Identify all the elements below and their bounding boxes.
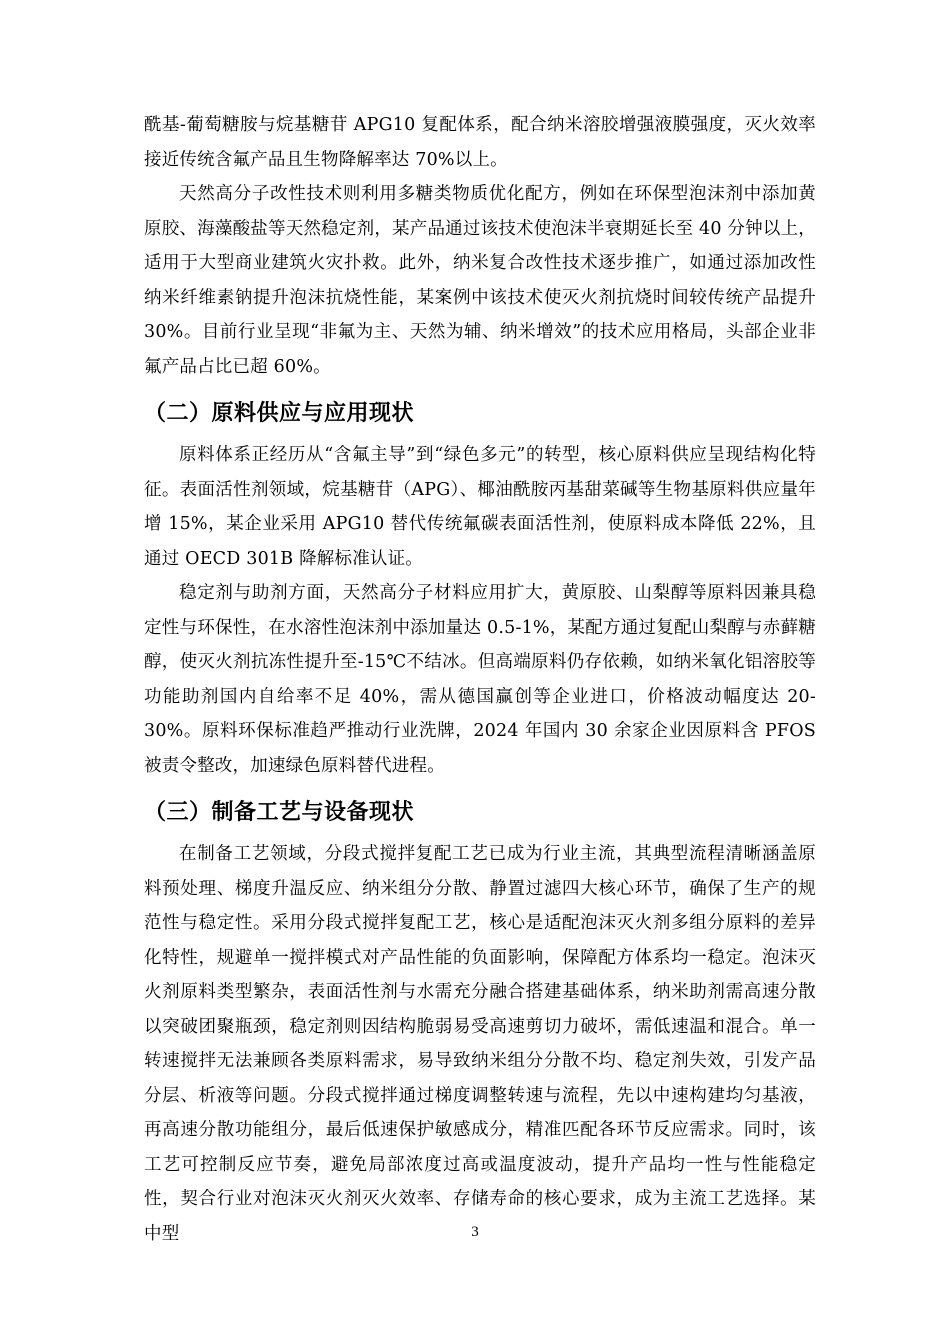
paragraph-raw-materials: 原料体系正经历从“含氟主导”到“绿色多元”的转型，核心原料供应呈现结构化特征。表面活性剂领域，烷基糖苷（APG）、椰油酰胺丙基甜菜碱等生物基原料供应量年增 15%，某企业采用 APG10 替代传统氟碳表面活性剂，使原料成本降低 22%，且通过 OECD 301B 降解标准认证。 xyxy=(144,445,816,569)
page-content xyxy=(144,108,816,1251)
paragraph-natural-polymer: 天然高分子改性技术则利用多糖类物质优化配方，例如在环保型泡沫剂中添加黄原胶、海藻酸盐等天然稳定剂，某产品通过该技术使泡沫半衰期延长至 40 分钟以上，适用于大型商业建筑火灾扑救。此外，纳米复合改性技术逐步推广，如通过添加改性纳米纤维素钠提升泡沫抗烧性能，某案例中该技术使灭火剂抗烧时间较传统产品提升 30%。目前行业呈现“非氟为主、天然为辅、纳米增效”的技术应用格局，头部企业非氟产品占比已超 60%。 xyxy=(144,184,817,377)
page-number: 3 xyxy=(471,1224,479,1240)
paragraph-stabilizers: 稳定剂与助剂方面，天然高分子材料应用扩大，黄原胶、山梨醇等原料因兼具稳定性与环保性，在水溶性泡沫剂中添加量达 0.5-1%，某配方通过复配山梨醇与赤藓糖醇，使灭火剂抗冻性提升至-15℃不结冰。但高端原料仍存依赖，如纳米氧化铝溶胶等功能助剂国内自给率不足 40%，需从德国赢创等企业进口，价格波动幅度达 20-30%。原料环保标准趋严推动行业洗牌，2024 年国内 30 余家企业因原料含 PFOS 被责令整改，加速绿色原料替代进程。 xyxy=(144,583,816,776)
section-heading-process: （三）制备工艺与设备现状 xyxy=(144,800,415,825)
paragraph-process: 在制备工艺领域，分段式搅拌复配工艺已成为行业主流，其典型流程清晰涵盖原料预处理、梯度升温反应、纳米组分分散、静置过滤四大核心环节，确保了生产的规范性与稳定性。采用分段式搅拌复配工艺，核心是适配泡沫灭火剂多组分原料的差异化特性，规避单一搅拌模式对产品性能的负面影响，保障配方体系均一稳定。泡沫灭火剂原料类型繁杂，表面活性剂与水需充分融合搭建基础体系，纳米助剂需高速分散以突破团聚瓶颈，稳定剂则因结构脆弱易受高速剪切力破坏，需低速温和混合。单一转速搅拌无法兼顾各类原料需求，易导致纳米组分分散不均、稳定剂失效，引发产品分层、析液等问题。分段式搅拌通过梯度调整转速与流程，先以中速构建均匀基液，再高速分散功能组分，最后低速保护敏感成分，精准匹配各环节反应需求。同时，该工艺可控制反应节奏，避免局部浓度过高或温度波动，提升产品均一性与性能稳定性，契合行业对泡沫灭火剂灭火效率、存储寿命的核心要求，成为主流工艺选择。某中型 xyxy=(144,844,816,1244)
paragraph-continued: 酰基-葡萄糖胺与烷基糖苷 APG10 复配体系，配合纳米溶胶增强液膜强度，灭火效率接近传统含氟产品且生物降解率达 70%以上。 xyxy=(144,115,816,170)
section-heading-raw-materials: （二）原料供应与应用现状 xyxy=(144,401,415,426)
